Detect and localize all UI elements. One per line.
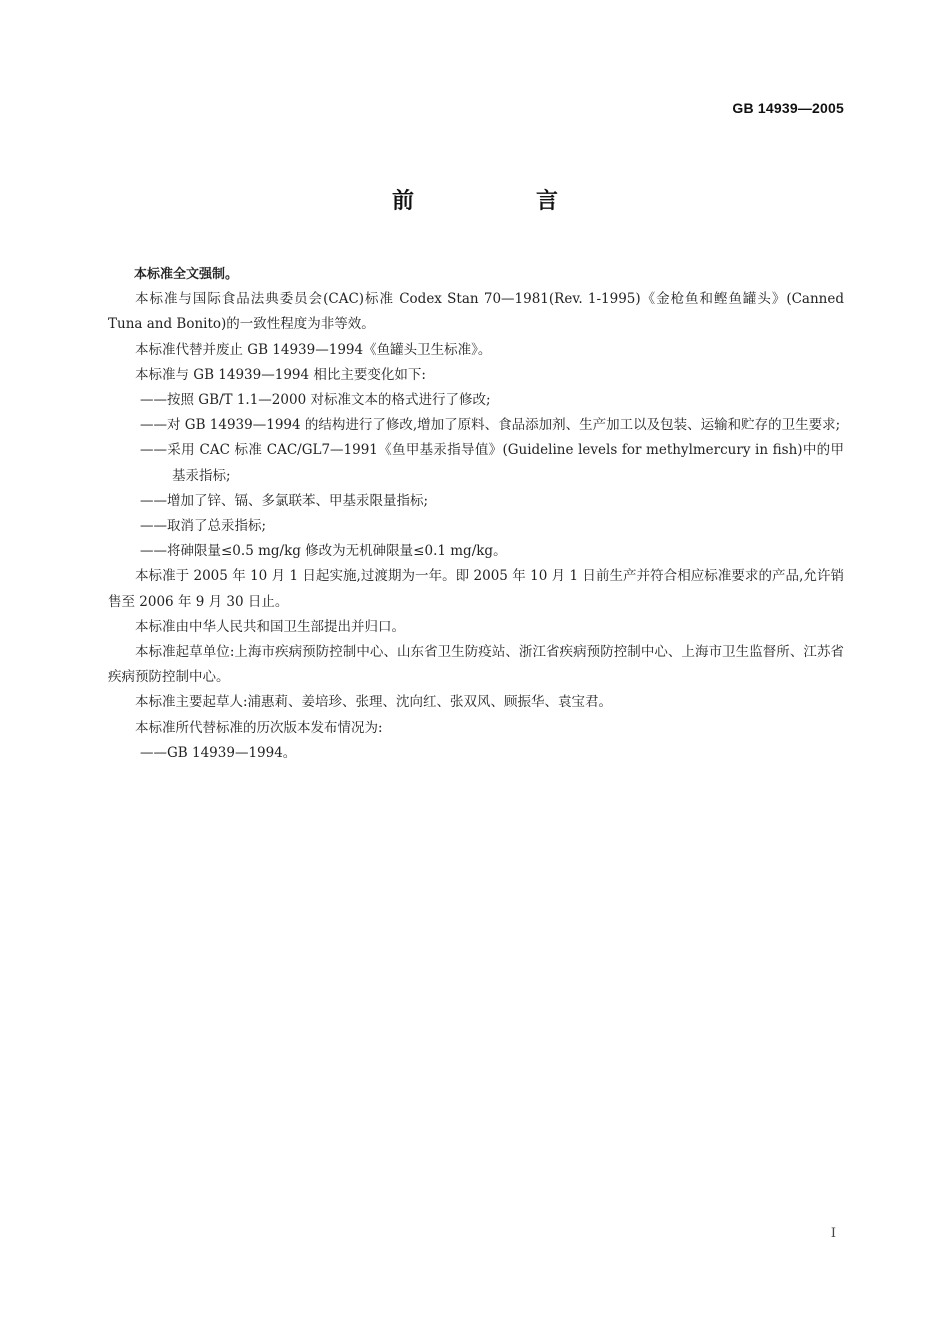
list-item-change: ——对 GB 14939—1994 的结构进行了修改,增加了原料、食品添加剂、生产加工以及包装、运输和贮存的卫生要求;: [140, 417, 841, 434]
paragraph-replaces: 本标准代替并废止 GB 14939—1994《鱼罐头卫生标准》。: [135, 341, 492, 358]
list-item-version: ——GB 14939—1994。: [140, 744, 297, 761]
document-body: [108, 262, 844, 766]
mandatory-statement: 本标准全文强制。: [134, 267, 239, 282]
page-title: 前 言: [391, 189, 608, 214]
paragraph-changes-intro: 本标准与 GB 14939—1994 相比主要变化如下:: [135, 366, 426, 383]
paragraph-consistency: 本标准与国际食品法典委员会(CAC)标准 Codex Stan 70—1981(Rev. 1-1995)《金枪鱼和鲣鱼罐头》(Canned Tuna and Bonito)的一致性程度为非等效。: [108, 291, 844, 333]
list-item-change: ——取消了总汞指标;: [140, 518, 267, 535]
paragraph-implementation: 本标准于 2005 年 10 月 1 日起实施,过渡期为一年。即 2005 年 10 月 1 日前生产并符合相应标准要求的产品,允许销售至 2006 年 9 月 30 日止。: [108, 568, 844, 610]
standard-code: GB 14939—2005: [732, 100, 844, 116]
paragraph-drafters: 本标准主要起草人:浦惠莉、姜培珍、张理、沈向红、张双风、顾振华、袁宝君。: [135, 694, 613, 711]
paragraph-proposer: 本标准由中华人民共和国卫生部提出并归口。: [135, 618, 405, 635]
paragraph-drafting-units: 本标准起草单位:上海市疾病预防控制中心、山东省卫生防疫站、浙江省疾病预防控制中心、上海市卫生监督所、江苏省疾病预防控制中心。: [108, 644, 844, 686]
list-item-change: ——将砷限量≤0.5 mg/kg 修改为无机砷限量≤0.1 mg/kg。: [140, 543, 507, 560]
paragraph-version-history: 本标准所代替标准的历次版本发布情况为:: [135, 719, 383, 736]
list-item-change: ——按照 GB/T 1.1—2000 对标准文本的格式进行了修改;: [140, 392, 491, 409]
page-number: I: [830, 1226, 836, 1241]
list-item-change: ——增加了锌、镉、多氯联苯、甲基汞限量指标;: [140, 492, 429, 509]
list-item-change: ——采用 CAC 标准 CAC/GL7—1991《鱼甲基汞指导值》(Guideline levels for methylmercury in fish)中的甲基汞指标;: [140, 442, 844, 484]
